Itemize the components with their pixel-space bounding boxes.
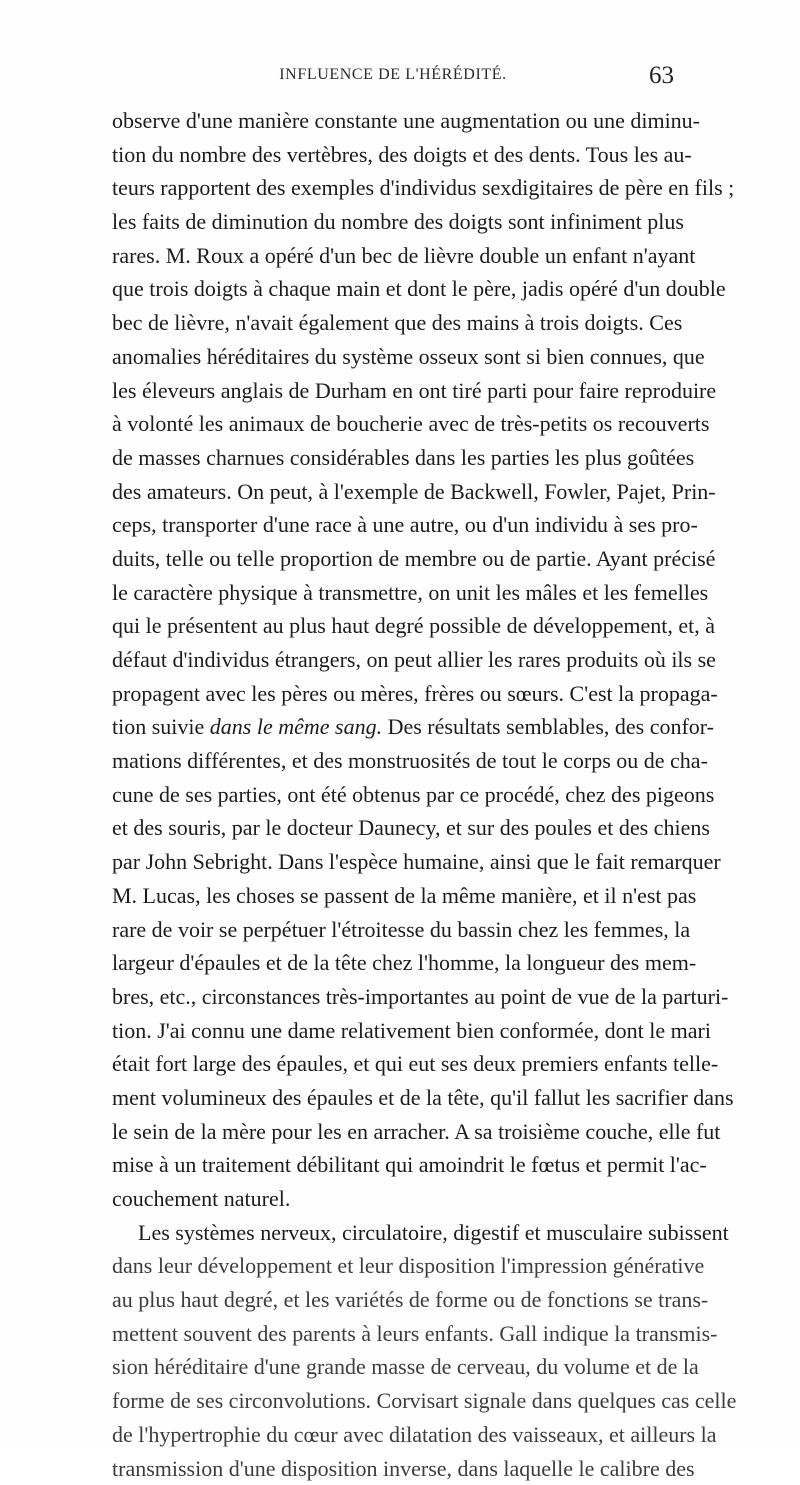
- text-line: mations différentes, et des monstruosités de tout le corps ou de cha-: [112, 744, 674, 778]
- text-line: de masses charnues considérables dans les parties les plus goûtées: [112, 441, 674, 475]
- italic-phrase: dans le même sang.: [210, 714, 382, 739]
- text-line: largeur d'épaules et de la tête chez l'homme, la longueur des mem-: [112, 946, 674, 980]
- text-line: tion. J'ai connu une dame relativement bien conformée, dont le mari: [112, 1014, 674, 1048]
- text-line: cune de ses parties, ont été obtenus par ce procédé, chez des pigeons: [112, 778, 674, 812]
- text-line: à volonté les animaux de boucherie avec de très-petits os recouverts: [112, 407, 674, 441]
- text-line: par John Sebright. Dans l'espèce humaine, ainsi que le fait remarquer: [112, 845, 674, 879]
- running-title: INFLUENCE DE L'HÉRÉDITÉ.: [112, 66, 674, 84]
- text-fragment: Des résultats semblables, des confor-: [382, 714, 714, 739]
- text-line: sion héréditaire d'une grande masse de cerveau, du volume et de la: [112, 1350, 674, 1384]
- text-line: de l'hypertrophie du cœur avec dilatation des vaisseaux, et ailleurs la: [112, 1418, 674, 1452]
- running-header: [112, 62, 674, 94]
- text-line: les éleveurs anglais de Durham en ont tiré parti pour faire reproduire: [112, 374, 674, 408]
- paragraph-start-line: Les systèmes nerveux, circulatoire, digestif et musculaire subissent: [112, 1216, 674, 1250]
- text-line: tion du nombre des vertèbres, des doigts et des dents. Tous les au-: [112, 138, 674, 172]
- text-line: dans leur développement et leur disposition l'impression générative: [112, 1249, 674, 1283]
- text-line: propagent avec les pères ou mères, frères ou sœurs. C'est la propaga-: [112, 677, 674, 711]
- text-line: défaut d'individus étrangers, on peut allier les rares produits où ils se: [112, 643, 674, 677]
- text-fragment: tion suivie: [112, 714, 210, 739]
- text-line: était fort large des épaules, et qui eut ses deux premiers enfants telle-: [112, 1047, 674, 1081]
- text-line: duits, telle ou telle proportion de membre ou de partie. Ayant précisé: [112, 542, 674, 576]
- text-line: et des souris, par le docteur Daunecy, et sur des poules et des chiens: [112, 811, 674, 845]
- page-number: 63: [649, 62, 674, 90]
- text-line: bres, etc., circonstances très-importantes au point de vue de la parturi-: [112, 980, 674, 1014]
- text-line: teurs rapportent des exemples d'individus sexdigitaires de père en fils ;: [112, 171, 674, 205]
- text-line: le caractère physique à transmettre, on unit les mâles et les femelles: [112, 576, 674, 610]
- text-line: M. Lucas, les choses se passent de la même manière, et il n'est pas: [112, 879, 674, 913]
- text-line: que trois doigts à chaque main et dont le père, jadis opéré d'un double: [112, 272, 674, 306]
- text-line: ceps, transporter d'une race à une autre, ou d'un individu à ses pro-: [112, 508, 674, 542]
- text-line: mise à un traitement débilitant qui amoindrit le fœtus et permit l'ac-: [112, 1148, 674, 1182]
- body-text: [112, 104, 674, 1485]
- text-line: qui le présentent au plus haut degré possible de développement, et, à: [112, 609, 674, 643]
- text-line: anomalies héréditaires du système osseux sont si bien connues, que: [112, 340, 674, 374]
- text-line: mettent souvent des parents à leurs enfants. Gall indique la transmis-: [112, 1317, 674, 1351]
- text-line-with-italic: [112, 710, 674, 744]
- text-line: des amateurs. On peut, à l'exemple de Backwell, Fowler, Pajet, Prin-: [112, 475, 674, 509]
- text-line: les faits de diminution du nombre des doigts sont infiniment plus: [112, 205, 674, 239]
- text-line: observe d'une manière constante une augmentation ou une diminu-: [112, 104, 674, 138]
- text-line: ment volumineux des épaules et de la tête, qu'il fallut les sacrifier dans: [112, 1081, 674, 1115]
- text-line: rare de voir se perpétuer l'étroitesse du bassin chez les femmes, la: [112, 913, 674, 947]
- paragraph-end-line: couchement naturel.: [112, 1182, 674, 1216]
- text-line: transmission d'une disposition inverse, dans laquelle le calibre des: [112, 1452, 674, 1485]
- text-line: le sein de la mère pour les en arracher. A sa troisième couche, elle fut: [112, 1115, 674, 1149]
- text-line: bec de lièvre, n'avait également que des mains à trois doigts. Ces: [112, 306, 674, 340]
- text-line: rares. M. Roux a opéré d'un bec de lièvre double un enfant n'ayant: [112, 239, 674, 273]
- text-line: forme de ses circonvolutions. Corvisart signale dans quelques cas celle: [112, 1384, 674, 1418]
- text-line: au plus haut degré, et les variétés de forme ou de fonctions se trans-: [112, 1283, 674, 1317]
